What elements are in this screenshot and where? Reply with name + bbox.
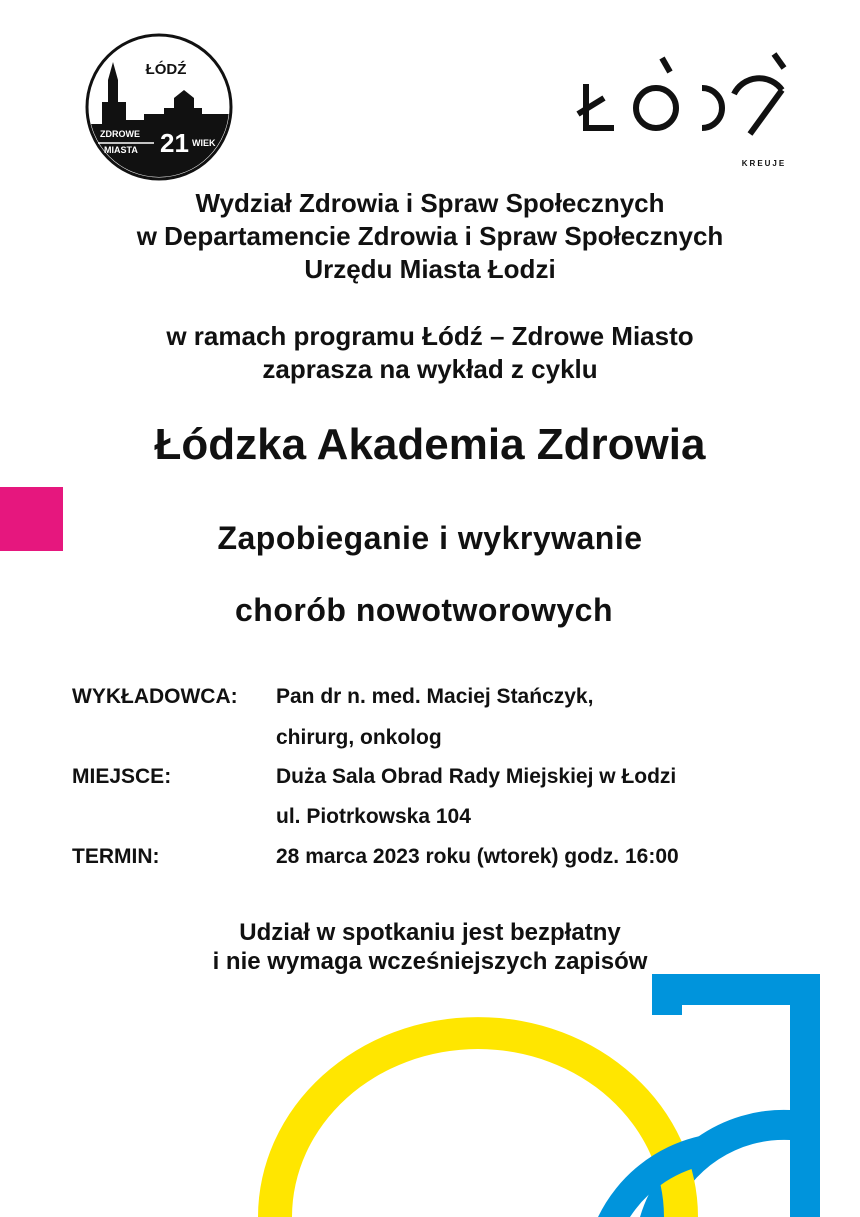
lodz-kreuje-logo xyxy=(574,50,804,170)
lecturer-role: chirurg, onkolog xyxy=(276,726,442,749)
program-line-1: w ramach programu Łódź – Zdrowe Miasto xyxy=(166,321,694,351)
logo-left-number: 21 xyxy=(160,128,189,158)
zdrowe-miasta-logo xyxy=(84,32,234,182)
header-line-1: Wydział Zdrowia i Spraw Społecznych xyxy=(195,188,665,218)
date-value: 28 marca 2023 roku (wtorek) godz. 16:00 xyxy=(276,845,679,868)
bottom-decoration xyxy=(0,960,860,1217)
logo-right-subtitle: KREUJE xyxy=(741,159,787,168)
footer-line-1: Udział w spotkaniu jest bezpłatny xyxy=(239,919,621,946)
logo-left-left-text: ZDROWE xyxy=(100,129,140,139)
place-label: MIEJSCE: xyxy=(72,765,172,788)
date-label: TERMIN: xyxy=(72,845,160,868)
header-line-3: Urzędu Miasta Łodzi xyxy=(304,254,556,284)
topic-line-2: chorób nowotworowych xyxy=(235,592,613,628)
place-address: ul. Piotrkowska 104 xyxy=(276,805,471,828)
footer-line-2: i nie wymaga wcześniejszych zapisów xyxy=(212,948,648,975)
lecturer-label: WYKŁADOWCA: xyxy=(72,685,238,708)
topic-line-1: Zapobieganie i wykrywanie xyxy=(217,520,643,556)
logo-left-right-text: WIEK xyxy=(192,138,216,148)
event-title: Łódzka Akademia Zdrowia xyxy=(154,420,706,469)
logo-left-top-text: ŁÓDŹ xyxy=(145,61,187,78)
lecturer-name: Pan dr n. med. Maciej Stańczyk, xyxy=(276,685,594,708)
logo-left-bottom-text: MIASTA xyxy=(104,145,138,155)
place-name: Duża Sala Obrad Rady Miejskiej w Łodzi xyxy=(276,765,677,788)
header-line-2: w Departamencie Zdrowia i Spraw Społecznych xyxy=(136,221,724,251)
program-line-2: zaprasza na wykład z cyklu xyxy=(262,354,598,384)
